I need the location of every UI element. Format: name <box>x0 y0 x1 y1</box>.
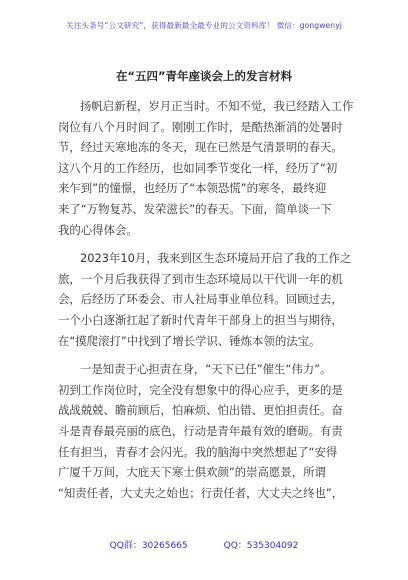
text-line: 任有担当，青春才会闪光。我的脑海中突然想起了“安得 <box>58 444 338 459</box>
paragraph <box>58 248 356 351</box>
text-line: 扬帆启新程，岁月正当时。不知不觉，我已经踏入工作 <box>80 99 354 113</box>
text-line: 斗是青春最亮丽的底色，行动是青年最有效的磨砺。有责 <box>58 423 343 438</box>
text-line: 初到工作岗位时，完全没有想象中的得心应手，更多的是 <box>58 382 343 397</box>
text-line: 岗位有八个月时间了。刚刚工作时，是酷热渐消的处暑时 <box>58 119 343 134</box>
document-title: 在“五四”青年座谈会上的发言材料 <box>115 69 293 83</box>
document-body <box>58 96 356 503</box>
qq-group-number: QQ群：30265665 <box>109 541 188 551</box>
text-line: 在“摸爬滚打”中找到了增长学识、锤炼本领的法宝。 <box>58 333 321 348</box>
text-line: 节，经过天寒地冻的冬天，现在已然是气清景明的春天。 <box>58 140 343 155</box>
text-line: 这八个月的工作经历，也如同季节变化一样，经历了“初 <box>58 160 338 175</box>
text-line: 来了“万物复苏、发荣滋长”的春天。下面，简单谈一下 <box>58 201 332 216</box>
promo-header: 关注头条号“公文研究”，获得最新最全最专业的公文资料库！ 微信：gongwenyj <box>66 21 342 30</box>
contact-footer <box>0 538 408 551</box>
text-line: 来乍到”的憧憬，也经历了“本领恐慌”的寒冬，最终迎 <box>58 181 327 196</box>
text-line: 旅，一个月后我获得了到市生态环境局以干代训一年的机 <box>58 271 343 286</box>
paragraph <box>58 96 356 240</box>
text-line: 2023年10月，我来到区生态环境局开启了我的工作之 <box>80 251 352 266</box>
text-line: 我的心得体会。 <box>58 222 138 237</box>
qq-number: QQ：535304092 <box>223 541 299 551</box>
text-line: 战战兢兢、瞻前顾后，怕麻烦、怕出错、更怕担责任。奋 <box>58 403 343 418</box>
text-line: 一个小白逐渐扛起了新时代青年干部身上的担当与期待， <box>58 312 343 327</box>
text-line: “知责任者，大丈夫之始也；行责任者，大丈夫之终也”， <box>58 485 344 500</box>
text-line: 会，后经历了环委会、市人社局事业单位科。回顾过去， <box>58 292 343 307</box>
paragraph <box>58 359 356 503</box>
text-line: 一是知责于心担责在身，“天下已任”催生“伟力”。 <box>80 362 332 377</box>
text-line: 广厦千万间，大庇天下寒士俱欢颜”的崇高愿景，所谓 <box>58 465 326 480</box>
